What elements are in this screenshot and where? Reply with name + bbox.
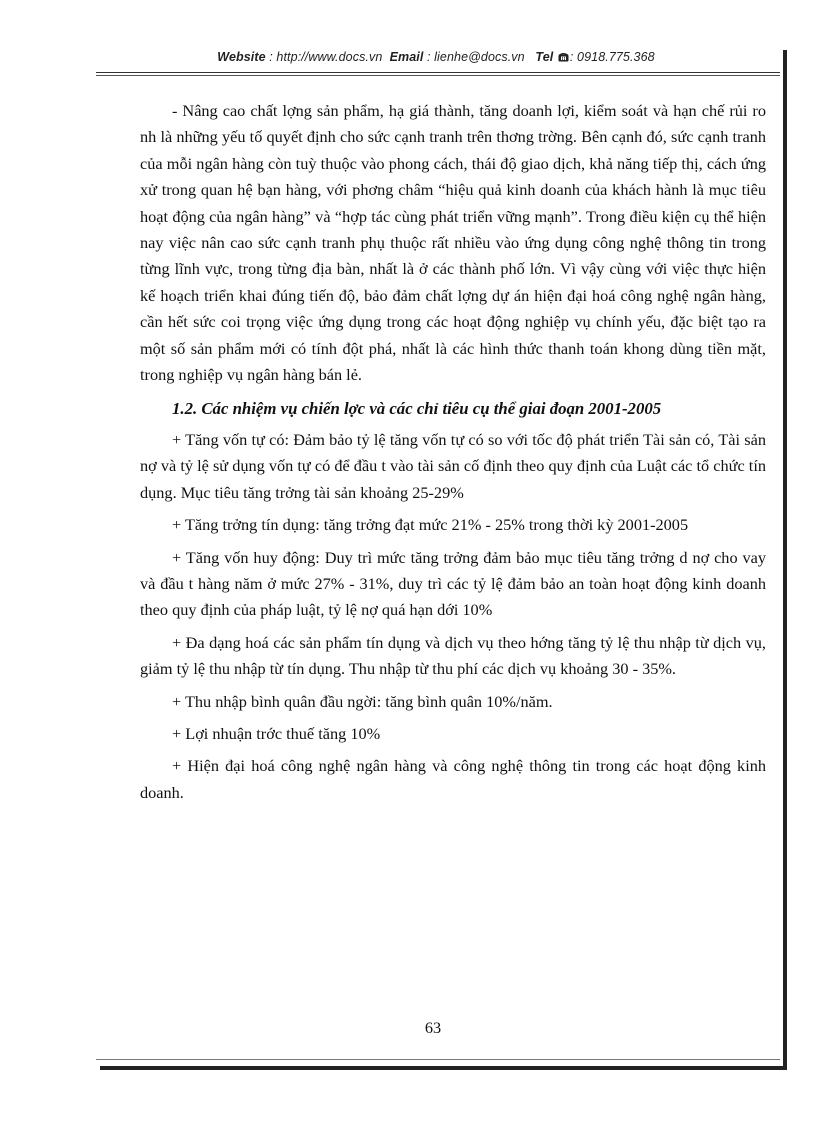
header-rule-thin (96, 75, 780, 76)
website-label: Website (217, 50, 266, 64)
website-value: : http://www.docs.vn (269, 50, 383, 64)
header-rule (96, 72, 780, 73)
list-item: + Đa dạng hoá các sản phẩm tín dụng và dịch vụ theo hớng tăng tỷ lệ thu nhập từ dịch vụ, giảm tỷ lệ thu nhập từ tín dụng. Thu nhập từ thu phí các dịch vụ khoảng 30 - 35%. (140, 632, 766, 679)
page-header (96, 50, 776, 64)
tel-value: : 0918.775.368 (569, 50, 655, 64)
list-item: + Lợi nhuận trớc thuế tăng 10% (172, 723, 381, 743)
tel-label: Tel (535, 50, 554, 64)
intro-paragraph: - Nâng cao chất lợng sản phẩm, hạ giá thành, tăng doanh lợi, kiểm soát và hạn chế rủi ro nh là những yếu tố quyết định cho sức cạnh tranh trên thơng trờng. Bên cạnh đó, sức cạnh tranh của mỗi ngân hàng còn tuỳ thuộc vào phong cách, thái độ giao dịch, khả năng tiếp thị, cách ứng xử trong quan hệ bạn hàng, với phơng châm “hiệu quả kinh doanh của khách hành là mục tiêu hoạt động của ngân hàng” và “hợp tác cùng phát triển vững mạnh”. Trong điều kiện cụ thể hiện nay việc nân cao sức cạnh tranh phụ thuộc rất nhiều vào ứng dụng công nghệ thông tin trong từng lĩnh vực, trong từng địa bàn, nhất là ở các thành phố lớn. Vì vậy cùng với việc thực hiện kế hoạch triển khai đúng tiến độ, bảo đảm chất lợng dự án hiện đại hoá công nghệ ngân hàng, cần hết sức coi trọng việc ứng dụng trong các hoạt động nghiệp vụ chính yếu, đặc biệt tạo ra một số sản phẩm mới có tính đột phá, nhất là các hình thức thanh toán khong dùng tiền mặt, trong nghiệp vụ ngân hàng bán lẻ. (140, 101, 766, 385)
email-value: : lienhe@docs.vn (427, 50, 525, 64)
list-item: + Tăng vốn huy động: Duy trì mức tăng trởng đảm bảo mục tiêu tăng trởng d nợ cho vay và đầu t hàng năm ở mức 27% - 31%, duy trì các tỷ lệ đảm bảo an toàn hoạt động kinh doanh theo quy định của pháp luật, tỷ lệ nợ quá hạn dới 10% (140, 547, 766, 620)
email-label: Email (389, 50, 424, 64)
page-border-shadow-bottom (100, 1066, 787, 1070)
document-body (140, 98, 766, 806)
page-number: 63 (424, 1018, 442, 1037)
list-item: + Hiện đại hoá công nghệ ngân hàng và công nghệ thông tin trong các hoạt động kinh doanh. (140, 756, 766, 802)
list-item: + Thu nhập bình quân đầu ngời: tăng bình quân 10%/năm. (172, 691, 553, 711)
list-item: + Tăng trởng tín dụng: tăng trởng đạt mức 21% - 25% trong thời kỳ 2001-2005 (172, 515, 689, 535)
footer-rule (96, 1059, 780, 1060)
page-border-shadow-right (783, 50, 787, 1070)
list-item: + Tăng vốn tự có: Đảm bảo tỷ lệ tăng vốn tự có so với tốc độ phát triển Tài sản có, Tài sản nợ và tỷ lệ sử dụng vốn tự có để đầu t vào tài sản cố định theo quy định của Luật các tổ chức tín dụng. Mục tiêu tăng trởng tài sản khoảng 25-29% (140, 429, 766, 502)
section-heading: 1.2. Các nhiệm vụ chiến lợc và các chỉ tiêu cụ thể giai đoạn 2001-2005 (172, 399, 662, 419)
telephone-icon (558, 52, 569, 62)
